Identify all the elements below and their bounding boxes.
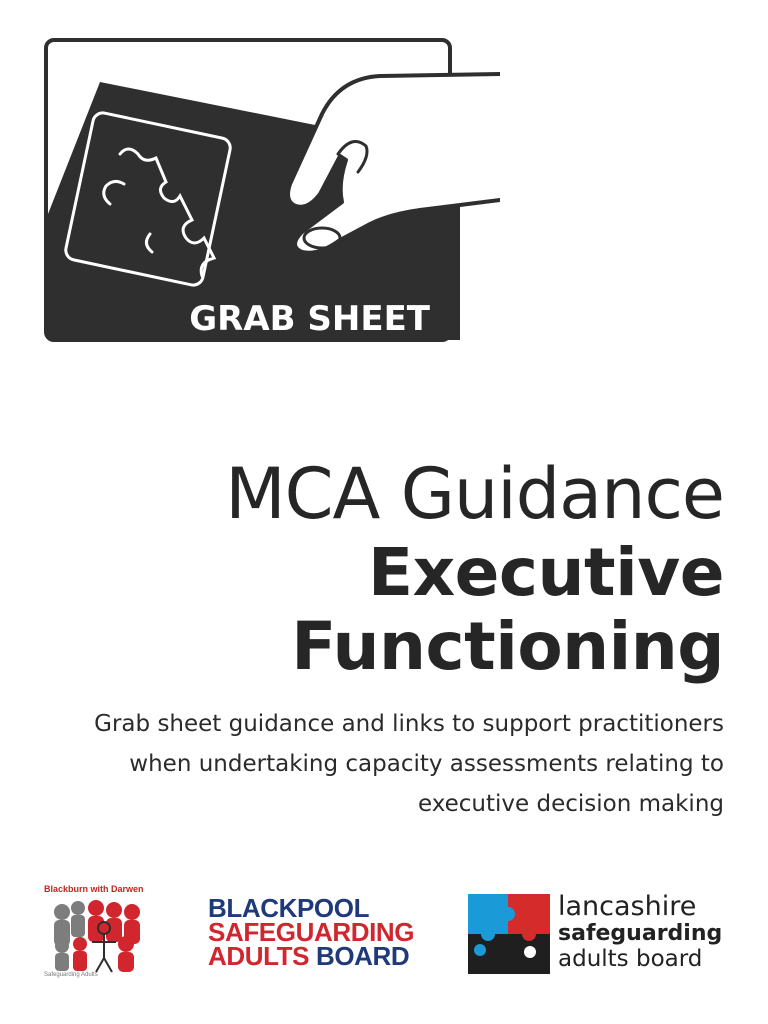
blackpool-line-2: SAFEGUARDING	[208, 917, 415, 947]
subtitle-line-1: Grab sheet guidance and links to support practitioners	[94, 711, 724, 737]
puzzle-pieces-icon	[468, 894, 550, 974]
lancashire-line-3: adults board	[558, 946, 703, 972]
grab-sheet-label: GRAB SHEET	[189, 299, 430, 339]
lancashire-line-1: lancashire	[558, 891, 697, 922]
blackpool-board: BOARD	[315, 941, 410, 971]
subtitle-line-2: when undertaking capacity assessments relating to	[129, 751, 724, 777]
bwd-subtitle: Safeguarding Adults	[44, 972, 98, 978]
bwd-name: Blackburn with Darwen	[44, 884, 144, 894]
blackpool-adults: ADULTS	[208, 941, 310, 971]
lancashire-line-2: safeguarding	[558, 921, 723, 946]
blackburn-darwen-logo	[44, 884, 154, 984]
grab-sheet-logo	[40, 34, 500, 344]
subtitle	[24, 704, 724, 824]
title-block	[44, 452, 724, 684]
title-executive: Executive	[368, 534, 724, 611]
lancashire-text	[558, 892, 722, 972]
title-main: MCA Guidance	[225, 453, 724, 535]
lancashire-safeguarding-logo	[468, 892, 738, 976]
blackpool-line-1: BLACKPOOL	[208, 893, 370, 923]
blackpool-line-3	[208, 941, 418, 971]
title-functioning: Functioning	[291, 608, 724, 685]
bwd-figures-icon	[48, 898, 148, 974]
subtitle-line-3: executive decision making	[417, 791, 724, 817]
blackpool-safeguarding-logo	[208, 893, 418, 971]
